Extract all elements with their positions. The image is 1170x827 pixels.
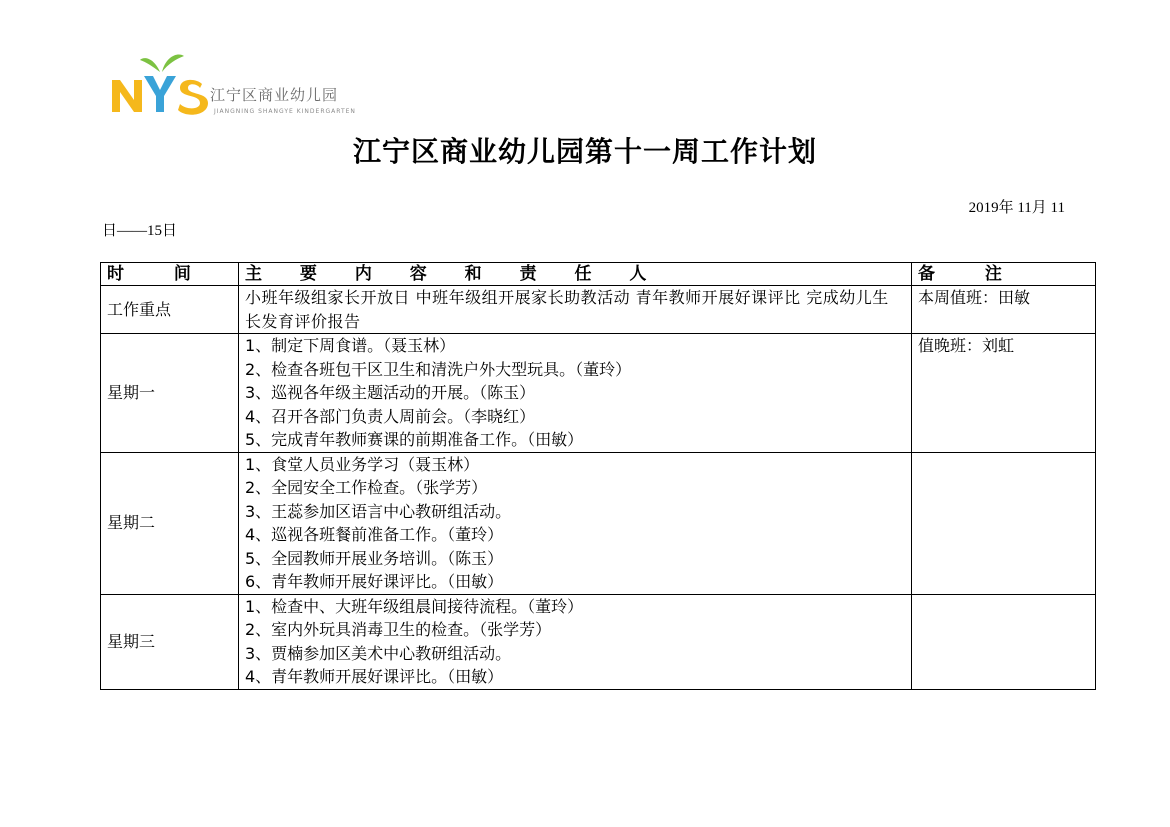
row-label-tuesday: 星期二 — [101, 452, 239, 594]
date-range-start: 2019年 11月 11 — [968, 200, 1065, 216]
wednesday-note — [912, 594, 1096, 689]
table-row-wednesday — [101, 594, 1096, 689]
header-content: 主 要 内 容 和 责 任 人 — [239, 263, 912, 286]
list-item: 2、室内外玩具消毒卫生的检查。（张学芳） — [245, 620, 552, 639]
header-time: 时 间 — [101, 263, 239, 286]
list-item: 3、巡视各年级主题活动的开展。（陈玉） — [245, 383, 536, 402]
list-item: 1、制定下周食谱。（聂玉林） — [245, 336, 456, 355]
list-item: 2、全园安全工作检查。（张学芳） — [245, 478, 488, 497]
logo-chinese-name: 江宁区商业幼儿园 — [210, 86, 339, 104]
table-row-monday — [101, 334, 1096, 453]
focus-note: 本周值班：田敏 — [912, 286, 1096, 334]
list-item: 4、巡视各班餐前准备工作。（董玲） — [245, 525, 504, 544]
monday-items — [239, 334, 912, 453]
list-item: 3、贾楠参加区美术中心教研组活动。 — [245, 643, 512, 663]
monday-note: 值晚班：刘虹 — [912, 334, 1096, 453]
list-item: 1、食堂人员业务学习（聂玉林） — [245, 454, 480, 474]
row-label-focus: 工作重点 — [101, 286, 239, 334]
nys-logo-mark — [110, 50, 210, 120]
list-item: 3、王蕊参加区语言中心教研组活动。 — [245, 501, 512, 521]
wednesday-items — [239, 594, 912, 689]
list-item: 5、完成青年教师赛课的前期准备工作。（田敏） — [245, 430, 584, 449]
list-item: 4、青年教师开展好课评比。（田敏） — [245, 667, 504, 686]
row-label-monday: 星期一 — [101, 334, 239, 453]
weekly-plan-table — [100, 262, 1096, 690]
logo-english-name: JIANGNING SHANGYE KINDERGARTEN — [214, 108, 356, 115]
focus-content: 小班年级组家长开放日 中班年级组开展家长助教活动 青年教师开展好课评比 完成幼儿生长发育评价报告 — [239, 286, 912, 334]
list-item: 5、全园教师开展业务培训。（陈玉） — [245, 548, 504, 568]
date-range-end: 日——15日 — [102, 223, 178, 239]
document-title: 江宁区商业幼儿园第十一周工作计划 — [352, 135, 817, 168]
table-row-tuesday — [101, 452, 1096, 594]
list-item: 2、检查各班包干区卫生和清洗户外大型玩具。（董玲） — [245, 359, 632, 379]
row-label-wednesday: 星期三 — [101, 594, 239, 689]
table-row-focus — [101, 286, 1096, 334]
list-item: 1、检查中、大班年级组晨间接待流程。（董玲） — [245, 596, 584, 616]
list-item: 6、青年教师开展好课评比。（田敏） — [245, 572, 504, 591]
kindergarten-logo — [110, 50, 390, 120]
table-header-row — [101, 263, 1096, 286]
tuesday-note — [912, 452, 1096, 594]
list-item: 4、召开各部门负责人周前会。（李晓红） — [245, 406, 536, 426]
header-note: 备 注 — [912, 263, 1096, 286]
tuesday-items — [239, 452, 912, 594]
